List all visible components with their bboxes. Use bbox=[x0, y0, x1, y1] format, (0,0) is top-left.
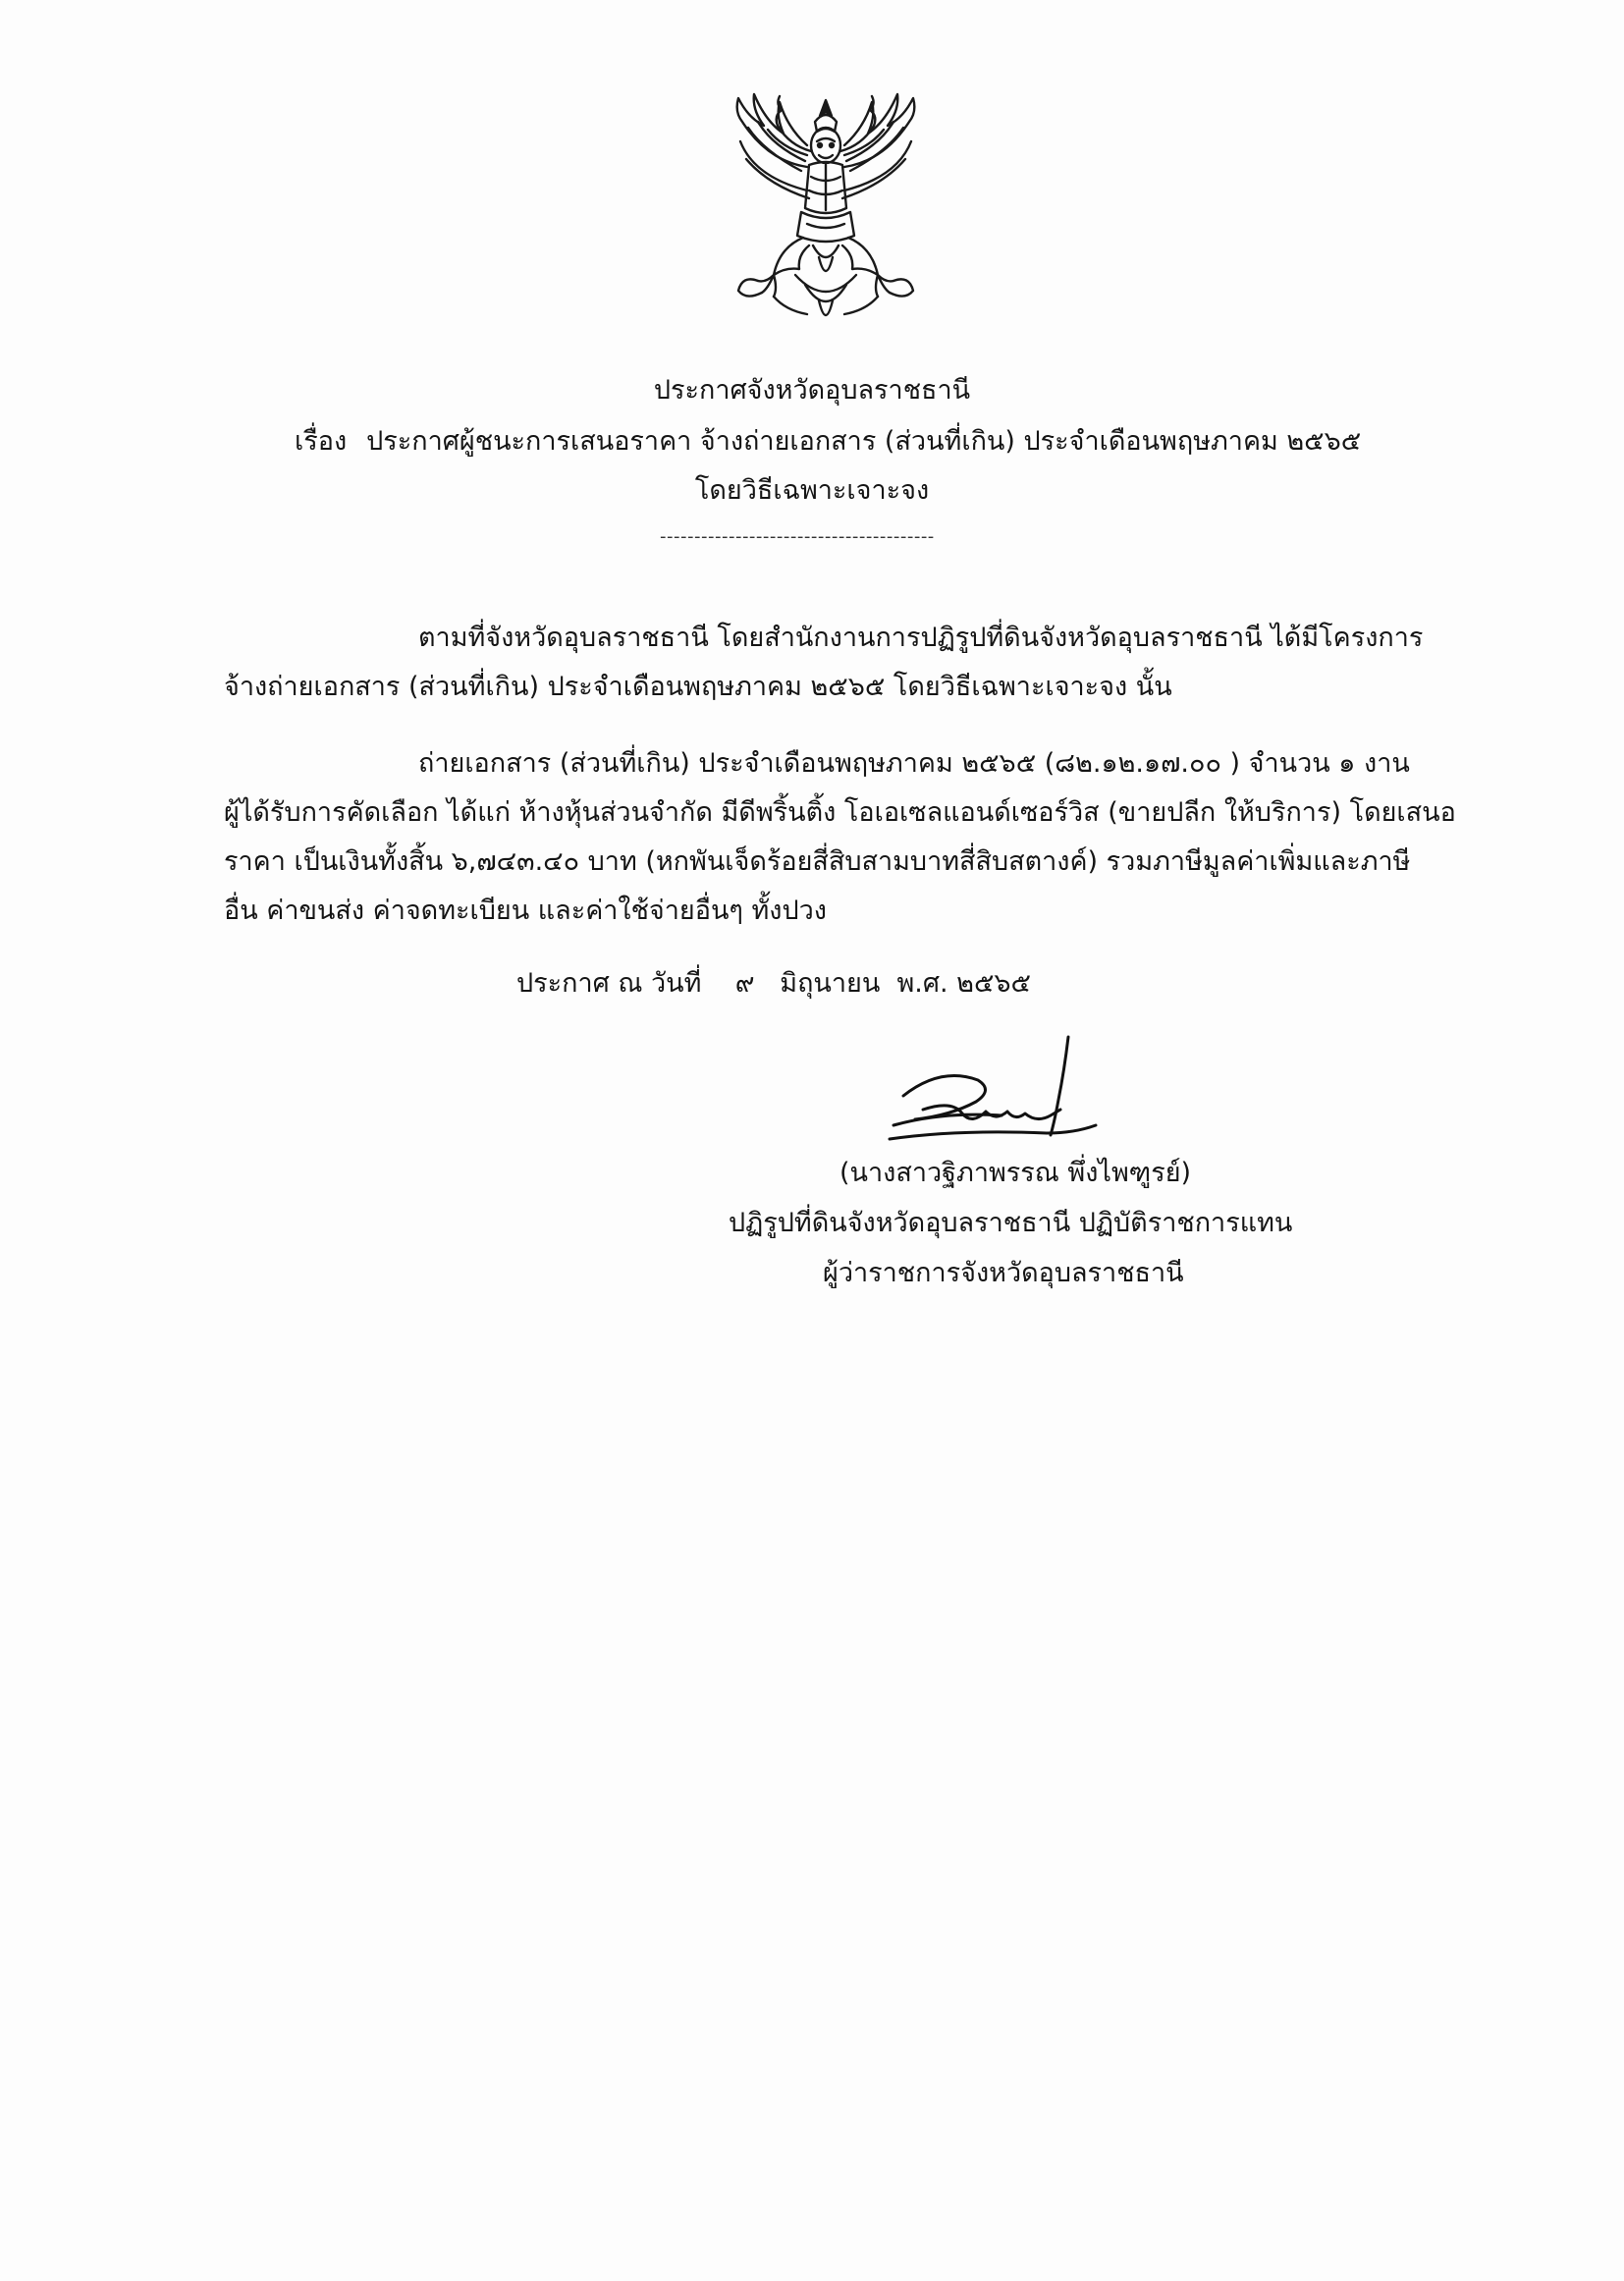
subject-label: เรื่อง bbox=[295, 426, 348, 457]
paragraph1-line2: จ้างถ่ายเอกสาร (ส่วนที่เกิน) ประจำเดือนพฤษภาคม ๒๕๖๕ โดยวิธีเฉพาะเจาะจง นั้น bbox=[224, 672, 1172, 702]
paragraph2-line1: ถ่ายเอกสาร (ส่วนที่เกิน) ประจำเดือนพฤษภาคม ๒๕๖๕ (๘๒.๑๒.๑๗.๐๐ ) จำนวน ๑ งาน bbox=[418, 748, 1410, 779]
handwritten-signature bbox=[864, 1031, 1110, 1159]
paragraph1-line1: ตามที่จังหวัดอุบลราชธานี โดยสำนักงานการปฏิรูปที่ดินจังหวัดอุบลราชธานี ได้มีโครงการ bbox=[418, 623, 1424, 653]
announcement-title: ประกาศจังหวัดอุบลราชธานี bbox=[653, 375, 971, 406]
paragraph2-line3: ราคา เป็นเงินทั้งสิ้น ๖,๗๔๓.๔๐ บาท (หกพันเจ็ดร้อยสี่สิบสามบาทสี่สิบสตางค์) รวมภาษีมูลค่าเพิ่มและภาษี bbox=[224, 846, 1411, 877]
subject-text: ประกาศผู้ชนะการเสนอราคา จ้างถ่ายเอกสาร (ส่วนที่เกิน) ประจำเดือนพฤษภาคม ๒๕๖๕ bbox=[366, 426, 1362, 457]
announcement-date: ประกาศ ณ วันที่ ๙ มิถุนายน พ.ศ. ๒๕๖๕ bbox=[516, 968, 1031, 999]
garuda-emblem bbox=[725, 82, 927, 348]
procurement-method: โดยวิธีเฉพาะเจาะจง bbox=[694, 475, 930, 506]
signatory-name: (นางสาวฐิภาพรรณ พึ่งไพฑูรย์) bbox=[839, 1158, 1192, 1188]
subject-line bbox=[295, 422, 1361, 462]
signatory-position-governor: ผู้ว่าราชการจังหวัดอุบลราชธานี bbox=[823, 1258, 1184, 1288]
paragraph2-line2: ผู้ได้รับการคัดเลือก ได้แก่ ห้างหุ้นส่วนจำกัด มีดีพริ้นติ้ง โอเอเซลแอนด์เซอร์วิส (ขายปลีก ให้บริการ) โดยเสนอ bbox=[224, 797, 1456, 828]
paragraph2-line4: อื่น ค่าขนส่ง ค่าจดทะเบียน และค่าใช้จ่ายอื่นๆ ทั้งปวง bbox=[224, 896, 827, 926]
header-separator: ---------------------------------------- bbox=[660, 526, 935, 547]
signatory-position: ปฏิรูปที่ดินจังหวัดอุบลราชธานี ปฏิบัติราชการแทน bbox=[729, 1208, 1293, 1238]
